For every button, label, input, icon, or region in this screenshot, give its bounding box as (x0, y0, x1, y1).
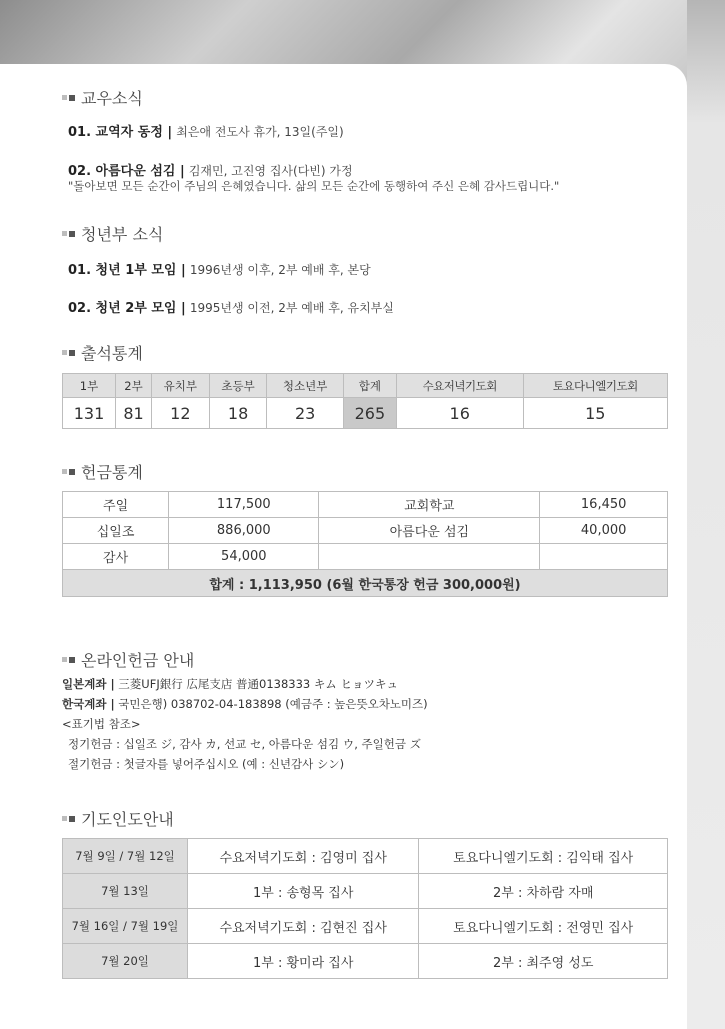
table-cell: 40,000 (540, 518, 668, 544)
attendance-section-title: 출석통계 (62, 341, 143, 364)
bullet-icon (62, 231, 67, 236)
notation-seasonal: 절기헌금 : 첫글자를 넣어주십시오 (예 : 신년감사 シン) (68, 757, 345, 771)
table-cell: 교회학교 (319, 492, 540, 518)
table-cell: 54,000 (169, 544, 319, 570)
bullet-icon (62, 95, 67, 100)
attendance-value: 23 (267, 398, 343, 429)
attendance-header: 유치부 (151, 374, 209, 398)
bullet-icon (62, 469, 67, 474)
table-cell: 감사 (63, 544, 169, 570)
attendance-header-row (63, 374, 668, 398)
table-cell: 117,500 (169, 492, 319, 518)
table-cell (540, 544, 668, 570)
youth-item-1: 01. 청년 1부 모임 | 1996년생 이후, 2부 예배 후, 본당 (68, 263, 371, 278)
table-cell: 수요저녁기도회 : 김영미 집사 (188, 839, 419, 874)
attendance-value: 12 (151, 398, 209, 429)
attendance-value: 81 (116, 398, 152, 429)
attendance-table (62, 373, 668, 429)
prayer-date: 7월 9일 / 7월 12일 (63, 839, 188, 874)
attendance-value-row (63, 398, 668, 429)
table-cell: 주일 (63, 492, 169, 518)
online-section-title: 온라인헌금 안내 (62, 648, 194, 671)
table-row (63, 874, 668, 909)
bullet-icon (69, 231, 75, 237)
bullet-icon (62, 350, 67, 355)
cash-table (62, 491, 668, 597)
news-section-title: 교우소식 (62, 86, 143, 109)
attendance-value: 265 (343, 398, 396, 429)
table-cell: 십일조 (63, 518, 169, 544)
table-cell: 886,000 (169, 518, 319, 544)
news-item-2: 02. 아름다운 섬김 | 김재민, 고진영 집사(다빈) 가정 (68, 164, 353, 179)
news-quote: "돌아보면 모든 순간이 주님의 은혜였습니다. 삶의 모든 순간에 동행하여 주신 은혜 감사드립니다." (68, 179, 560, 193)
japan-account: 일본계좌 | 三菱UFJ銀行 広尾支店 普通0138333 キム ヒョツキュ (62, 677, 398, 691)
news-item-1: 01. 교역자 동정 | 최은애 전도사 휴가, 13일(주일) (68, 125, 344, 140)
table-cell: 16,450 (540, 492, 668, 518)
attendance-value: 18 (209, 398, 267, 429)
attendance-header: 2부 (116, 374, 152, 398)
notation-title: <표기법 참조> (62, 717, 141, 731)
attendance-header: 1부 (63, 374, 116, 398)
table-row (63, 839, 668, 874)
bullet-icon (69, 816, 75, 822)
attendance-value: 16 (396, 398, 523, 429)
prayer-section-title: 기도인도안내 (62, 807, 174, 830)
table-row (63, 518, 668, 544)
table-row (63, 492, 668, 518)
table-cell (319, 544, 540, 570)
prayer-table (62, 838, 668, 979)
table-cell: 2부 : 차하람 자매 (419, 874, 668, 909)
bullet-icon (62, 657, 67, 662)
attendance-header: 수요저녁기도회 (396, 374, 523, 398)
notation-regular: 정기헌금 : 십일조 ジ, 감사 カ, 선교 セ, 아름다운 섬김 ウ, 주일헌금 ズ (68, 737, 422, 751)
bullet-icon (69, 95, 75, 101)
cash-total-row (63, 570, 668, 597)
table-cell: 아름다운 섬김 (319, 518, 540, 544)
table-cell: 1부 : 송형목 집사 (188, 874, 419, 909)
prayer-date: 7월 20일 (63, 944, 188, 979)
bullet-icon (69, 469, 75, 475)
korea-account: 한국계좌 | 국민은행) 038702-04-183898 (예금주 : 높은뜻오차노미즈) (62, 697, 428, 711)
attendance-value: 131 (63, 398, 116, 429)
youth-section-title: 청년부 소식 (62, 222, 163, 245)
table-row (63, 909, 668, 944)
table-cell: 토요다니엘기도회 : 전영민 집사 (419, 909, 668, 944)
prayer-date: 7월 16일 / 7월 19일 (63, 909, 188, 944)
attendance-header: 초등부 (209, 374, 267, 398)
table-cell: 1부 : 황미라 집사 (188, 944, 419, 979)
cash-section-title: 헌금통계 (62, 460, 143, 483)
bullet-icon (62, 816, 67, 821)
attendance-header: 청소년부 (267, 374, 343, 398)
attendance-value: 15 (523, 398, 668, 429)
attendance-header: 토요다니엘기도회 (523, 374, 668, 398)
table-row (63, 544, 668, 570)
attendance-header: 합계 (343, 374, 396, 398)
table-cell: 토요다니엘기도회 : 김익태 집사 (419, 839, 668, 874)
side-background (687, 0, 725, 1029)
table-cell: 수요저녁기도회 : 김현진 집사 (188, 909, 419, 944)
table-cell: 2부 : 최주영 성도 (419, 944, 668, 979)
youth-item-2: 02. 청년 2부 모임 | 1995년생 이전, 2부 예배 후, 유치부실 (68, 301, 394, 316)
table-row (63, 944, 668, 979)
cash-total: 합계 : 1,113,950 (6월 한국통장 헌금 300,000원) (63, 570, 668, 597)
prayer-date: 7월 13일 (63, 874, 188, 909)
bullet-icon (69, 350, 75, 356)
bullet-icon (69, 657, 75, 663)
